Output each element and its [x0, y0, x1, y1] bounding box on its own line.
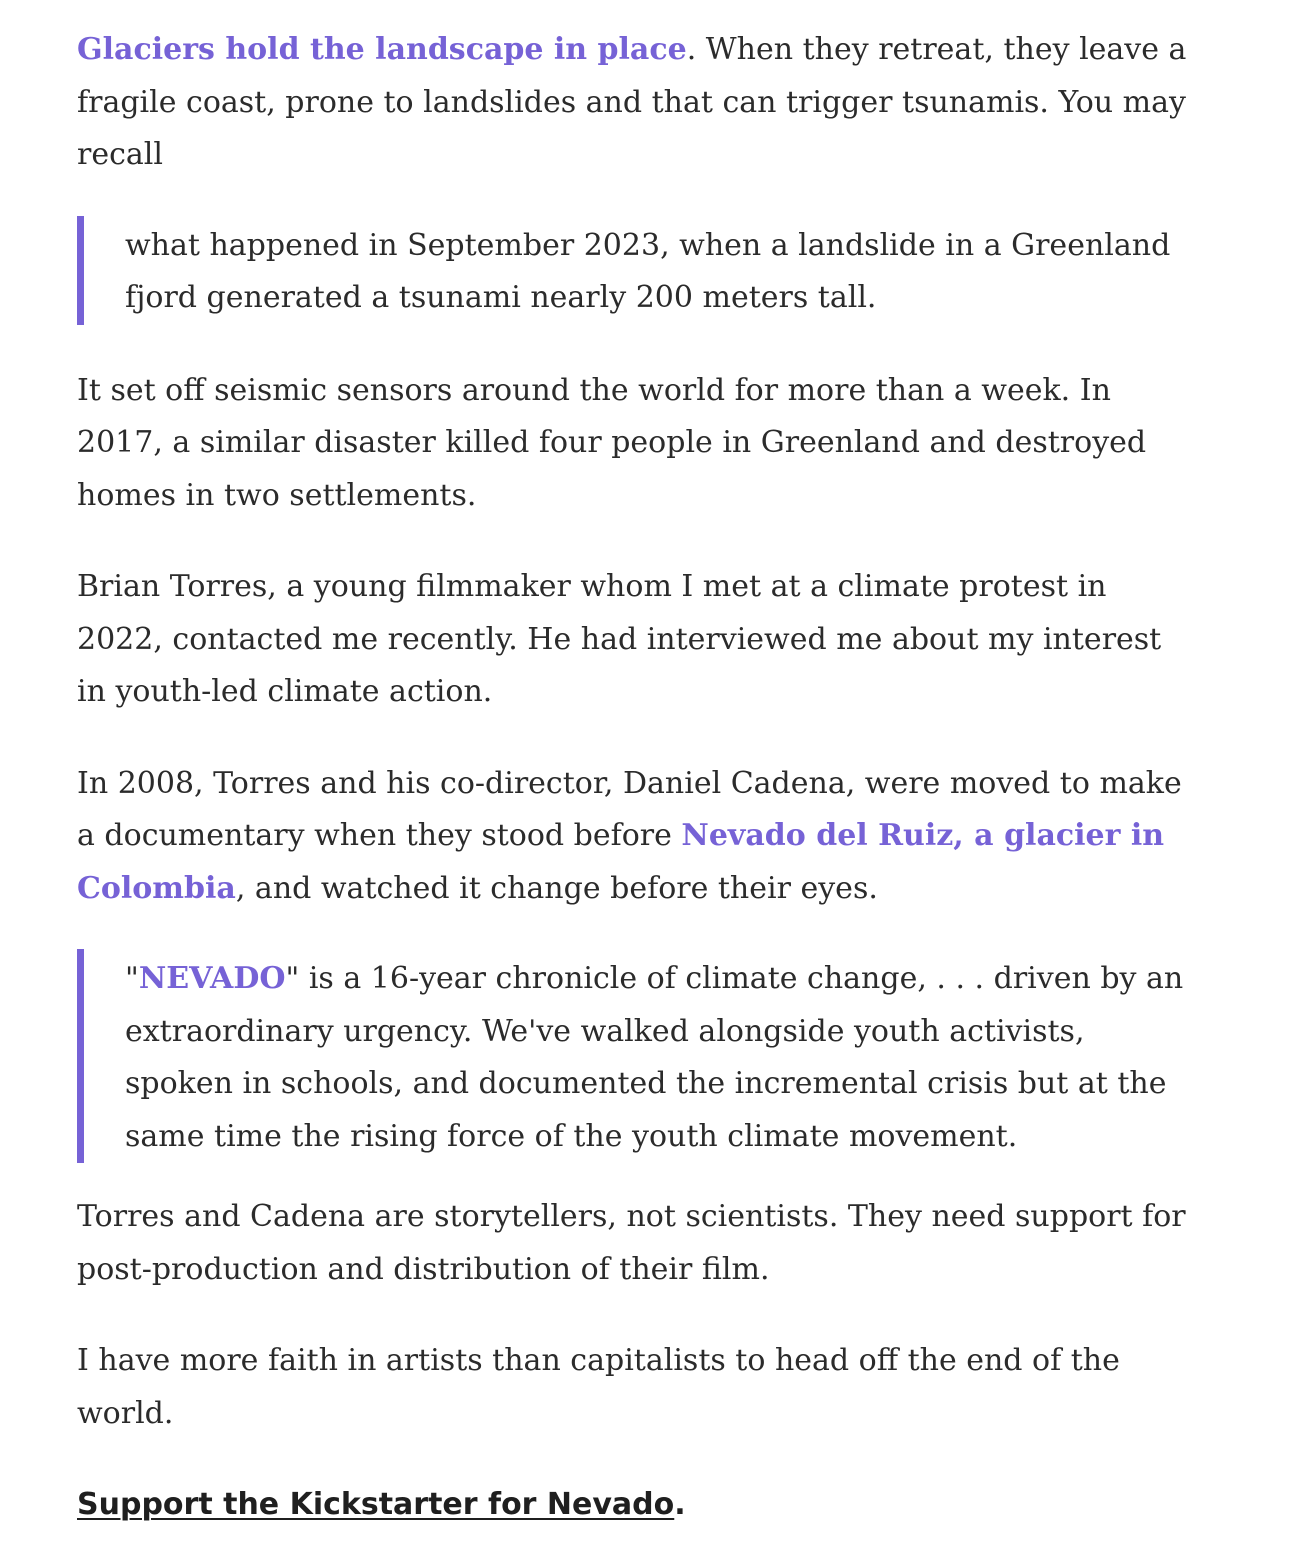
quote-text: what happened in September 2023, when a landslide in a Greenland fjord generated a tsunami nearly 200 meters tall. — [125, 227, 1171, 315]
paragraph-text: In 2008, Torres and his co-director, Daniel Cadena, were moved to make a documentary when they stood before — [77, 765, 1182, 853]
paragraph-storytellers: Torres and Cadena are storytellers, not scientists. They need support for post-production and distribution of their film. — [77, 1199, 1186, 1287]
paragraph-seismic: It set off seismic sensors around the world for more than a week. In 2017, a similar disaster killed four people in Greenland and destroyed homes in two settlements. — [77, 372, 1147, 513]
paragraph-text: , and watched it change before their eyes. — [235, 870, 878, 906]
paragraph-text: . When they retreat, they leave a fragile coast, prone to landslides and that can trigger tsunamis. You may recall — [77, 32, 1187, 172]
blockquote-nevado — [77, 949, 1187, 1163]
nevado-del-ruiz-link[interactable]: Nevado del Ruiz, a glacier in Colombia — [77, 818, 1165, 906]
kickstarter-link[interactable]: Support the Kickstarter for Nevado — [77, 1487, 675, 1522]
paragraph-glaciers — [77, 24, 1187, 182]
glaciers-link[interactable]: Glaciers hold the landscape in place — [77, 32, 687, 67]
nevado-link[interactable]: NEVADO — [138, 961, 286, 996]
kickstarter-cta — [77, 1479, 1187, 1532]
open-quote-mark: " — [125, 961, 139, 996]
paragraph-faith: I have more faith in artists than capitalists to head off the end of the world. — [77, 1343, 1120, 1431]
quote-body: " is a 16-year chronicle of climate change, . . . driven by an extraordinary urgency. We've walked alongside youth activists, spoken in schools, and documented the incremental crisis but at the same time the rising force of the youth climate movement. — [125, 961, 1184, 1154]
article-body — [77, 24, 1187, 1532]
paragraph-documentary — [77, 758, 1187, 916]
paragraph-brian-torres: Brian Torres, a young filmmaker whom I met at a climate protest in 2022, contacted me recently. He had interviewed me about my interest in youth-led climate action. — [77, 569, 1162, 709]
blockquote-greenland — [77, 216, 1187, 325]
quote-text — [125, 953, 1187, 1163]
cta-period: . — [674, 1487, 686, 1522]
